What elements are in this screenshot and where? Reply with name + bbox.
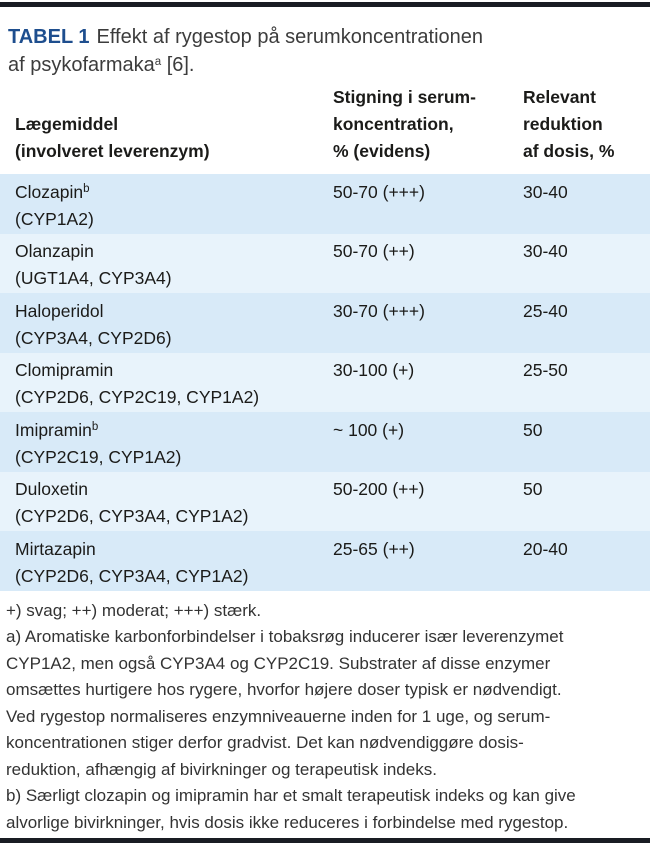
drug-enzymes: (CYP2D6, CYP2C19, CYP1A2) [15, 387, 260, 407]
title-reference: [6]. [161, 54, 195, 76]
drug-cell [15, 238, 333, 293]
dose-reduction-value: 30-40 [523, 181, 568, 202]
drug-cell [15, 476, 333, 531]
title-text: Effekt af rygestop på serumkoncentrationen [96, 26, 484, 48]
drug-name-line [15, 179, 333, 206]
table-row [0, 412, 650, 472]
dose-reduction-value: 25-50 [523, 360, 568, 380]
drug-name-line [15, 357, 333, 384]
serum-increase-value: 25-65 (++) [333, 538, 415, 559]
drug-name-line [15, 536, 333, 563]
serum-increase-value: 30-100 (+) [333, 360, 415, 380]
figure-title [8, 23, 640, 79]
footnote-legend: +) svag; ++) moderat; +++) stærk. [6, 600, 262, 620]
title-text-continued: af psykofarmaka [8, 54, 155, 76]
drug-enzymes: (CYP2C19, CYP1A2) [15, 446, 182, 467]
serum-increase-value: 50-70 (+++) [333, 181, 425, 202]
drug-cell [15, 179, 333, 234]
footnote-b-line2: alvorlige bivirkninger, hvis dosis ikke reduceres i forbindelse med rygestop. [6, 812, 569, 832]
header-stigning [333, 84, 523, 165]
drug-name-line [15, 298, 333, 325]
header-laegemiddel-line1: Lægemiddel [15, 114, 119, 134]
drug-enzymes: (UGT1A4, CYP3A4) [15, 268, 172, 288]
table-row [0, 353, 650, 413]
header-laegemiddel [15, 111, 333, 165]
footnote-a-line5: koncentrationen stiger derfor gradvist. Det kan nødvendiggøre dosis- [6, 733, 524, 752]
drug-name: Mirtazapin [15, 538, 96, 559]
drug-superscript: b [83, 182, 90, 195]
drug-enzymes: (CYP3A4, CYP2D6) [15, 327, 172, 348]
header-stigning-line3: % (evidens) [333, 141, 431, 161]
drug-cell [15, 536, 333, 591]
drug-cell [15, 298, 333, 353]
header-stigning-line2: koncentration, [333, 114, 454, 134]
drug-name: Imipramin [15, 419, 92, 440]
dose-reduction-value: 50 [523, 419, 543, 440]
table-row [0, 234, 650, 294]
table-row [0, 174, 650, 234]
drug-superscript: b [91, 420, 99, 433]
footnote-a-line2: CYP1A2, men også CYP3A4 og CYP2C19. Substrater af disse enzymer [6, 653, 551, 673]
drug-cell [15, 357, 333, 412]
drug-name-line [15, 417, 333, 444]
header-reduktion-line3: af dosis, % [523, 141, 615, 161]
serum-increase-value: ~ 100 (+) [333, 419, 405, 440]
title-superscript-a: a [154, 56, 162, 68]
table-row [0, 293, 650, 353]
header-stigning-line1: Stigning i serum- [333, 87, 476, 107]
top-rule [0, 2, 650, 7]
title-line-1 [8, 23, 640, 51]
footnote-a-line4: Ved rygestop normaliseres enzymniveauerne inden for 1 uge, og serum- [6, 706, 551, 726]
drug-name: Clomipramin [15, 360, 114, 380]
footnote-b-line1: b) Særligt clozapin og imipramin har et smalt terapeutisk indeks og kan give [6, 786, 576, 805]
footnotes [6, 598, 642, 837]
table-figure [0, 2, 650, 843]
header-laegemiddel-line2: (involveret leverenzym) [15, 141, 210, 161]
footnote-a-line3: omsættes hurtigere hos rygere, hvorfor højere doser typisk er nødvendigt. [6, 680, 562, 699]
table-number-label: TABEL 1 [8, 26, 90, 48]
header-reduktion-line1: Relevant [523, 87, 596, 107]
table-row [0, 531, 650, 591]
drug-name: Clozapin [15, 181, 84, 202]
footnote-a-line1: a) Aromatiske karbonforbindelser i tobaksrøg inducerer især leverenzymet [6, 627, 564, 646]
drug-name: Duloxetin [15, 479, 88, 499]
drug-name-line [15, 238, 333, 265]
dose-reduction-value: 25-40 [523, 300, 568, 321]
drug-name-line [15, 476, 333, 503]
title-line-2 [8, 51, 640, 79]
header-reduktion [523, 84, 650, 165]
header-reduktion-line2: reduktion [523, 114, 603, 134]
bottom-rule [0, 838, 650, 843]
drug-name: Haloperidol [15, 300, 104, 321]
dose-reduction-value: 50 [523, 479, 543, 499]
drug-enzymes: (CYP1A2) [15, 208, 94, 229]
drug-name: Olanzapin [15, 241, 94, 261]
drug-enzymes: (CYP2D6, CYP3A4, CYP1A2) [15, 506, 249, 526]
drug-enzymes: (CYP2D6, CYP3A4, CYP1A2) [15, 565, 249, 586]
table-body [0, 174, 650, 591]
serum-increase-value: 30-70 (+++) [333, 300, 425, 321]
footnote-a-line6: reduktion, afhængig af bivirkninger og terapeutisk indeks. [6, 759, 437, 779]
serum-increase-value: 50-70 (++) [333, 241, 415, 261]
table-row [0, 472, 650, 532]
dose-reduction-value: 30-40 [523, 241, 568, 261]
serum-increase-value: 50-200 (++) [333, 479, 425, 499]
drug-cell [15, 417, 333, 472]
dose-reduction-value: 20-40 [523, 538, 568, 559]
table-header-row [0, 79, 650, 174]
